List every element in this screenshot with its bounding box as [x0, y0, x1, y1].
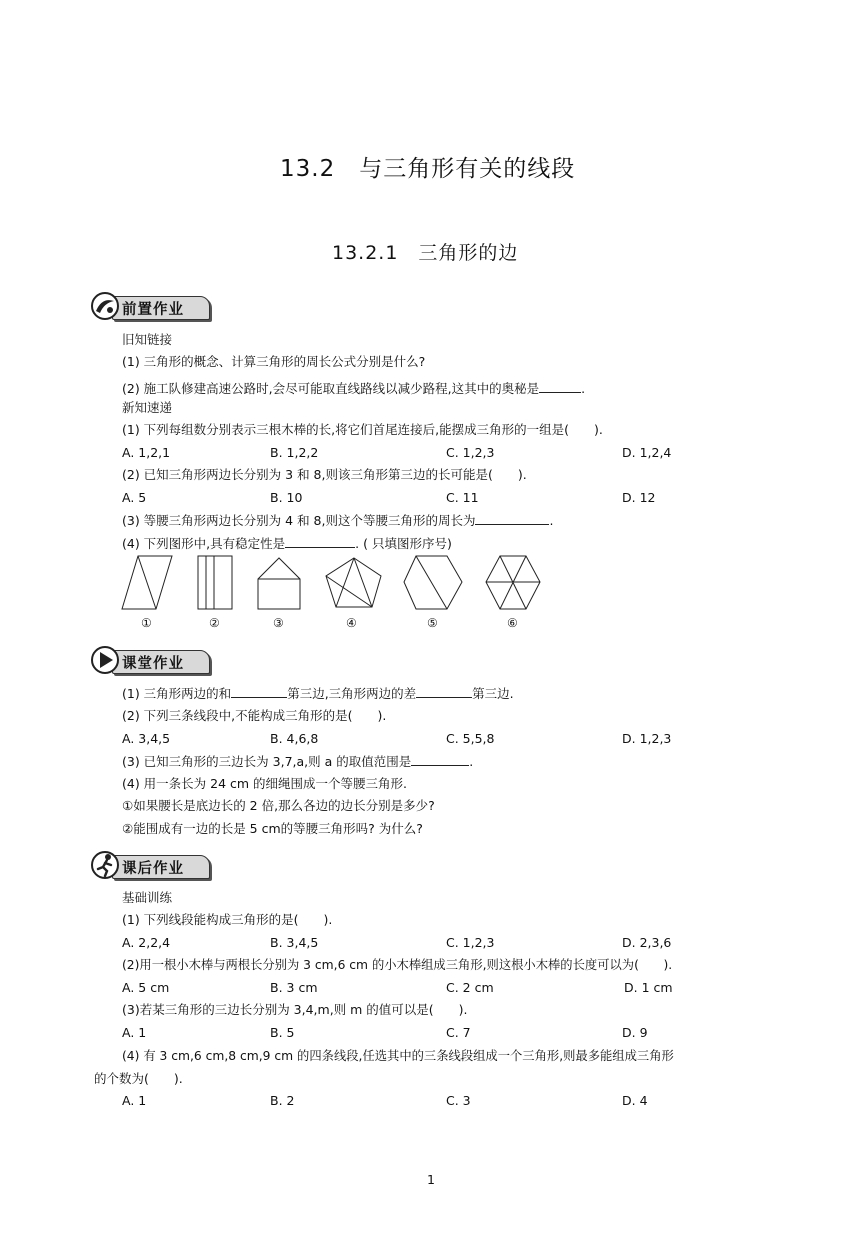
- answer-blank: [475, 512, 549, 525]
- punctuation: .: [469, 754, 474, 769]
- answer-blank: [285, 535, 355, 548]
- question-text: (1) 三角形两边的和: [122, 686, 232, 701]
- question-text: (2) 下列三条线段中,不能构成三角形的是( ).: [122, 708, 387, 723]
- option: C. 7: [446, 1025, 471, 1040]
- figure-2-rectangle: [198, 556, 232, 609]
- option: D. 4: [622, 1093, 648, 1108]
- banner-label: 课堂作业: [122, 656, 184, 672]
- question-text: (4) 下列图形中,具有稳定性是: [122, 536, 286, 551]
- punctuation: .: [549, 513, 554, 528]
- page-title: 13.2 与三角形有关的线段: [280, 156, 576, 182]
- option: B. 5: [270, 1025, 295, 1040]
- option: C. 3: [446, 1093, 471, 1108]
- question-text: (2)用一根小木棒与两根长分别为 3 cm,6 cm 的小木棒组成三角形,则这根小木棒的长度可以为( ).: [122, 958, 673, 972]
- question-text: [122, 685, 514, 702]
- answer-blank: [416, 685, 472, 698]
- option: C. 1,2,3: [446, 445, 495, 460]
- question-text: (4) 用一条长为 24 cm 的细绳围成一个等腰三角形.: [122, 776, 408, 791]
- option: D. 1 cm: [624, 980, 673, 995]
- option: B. 3,4,5: [270, 935, 319, 950]
- option: A. 1,2,1: [122, 445, 171, 460]
- banner-class-homework: [86, 644, 210, 678]
- figure-1-parallelogram: [122, 556, 172, 609]
- option: A. 5: [122, 490, 147, 505]
- banner-post-homework: [86, 849, 210, 883]
- option: B. 1,2,2: [270, 445, 319, 460]
- question-text: [122, 512, 553, 529]
- figure-label: ⑥: [507, 616, 518, 630]
- option: C. 2 cm: [446, 980, 494, 995]
- option: D. 1,2,4: [622, 445, 672, 460]
- question-text: [122, 535, 452, 552]
- question-text: (3)若某三角形的三边长分别为 3,4,m,则 m 的值可以是( ).: [122, 1002, 468, 1017]
- option: C. 5,5,8: [446, 731, 495, 746]
- basic-training-heading: 基础训练: [122, 890, 173, 905]
- figure-label: ①: [141, 616, 152, 630]
- question-text: 第三边.: [472, 686, 514, 701]
- answer-blank: [411, 753, 469, 766]
- section-title: 13.2.1 三角形的边: [332, 242, 519, 264]
- page-number: 1: [427, 1172, 435, 1187]
- option: B. 4,6,8: [270, 731, 319, 746]
- old-link-heading: 旧知链接: [122, 332, 173, 347]
- punctuation: .: [581, 381, 586, 396]
- figure-label: ④: [346, 616, 357, 630]
- option: A. 1: [122, 1025, 147, 1040]
- figure-5-hexagon: [404, 556, 462, 609]
- question-text: (2) 已知三角形两边长分别为 3 和 8,则该三角形第三边的长可能是( ).: [122, 467, 527, 482]
- question-text: ②能围成有一边的长是 5 cm的等腰三角形吗? 为什么?: [122, 821, 423, 836]
- answer-blank: [231, 685, 287, 698]
- option: D. 12: [622, 490, 656, 505]
- option: A. 2,2,4: [122, 935, 171, 950]
- stability-figures: [116, 552, 556, 614]
- option: D. 1,2,3: [622, 731, 672, 746]
- question-text: ①如果腰长是底边长的 2 倍,那么各边的边长分别是多少?: [122, 798, 435, 813]
- pen-swirl-icon: [90, 291, 120, 321]
- new-knowledge-heading: 新知速递: [122, 400, 173, 415]
- answer-blank: [539, 380, 581, 393]
- option: A. 5 cm: [122, 980, 170, 995]
- figure-label: ②: [209, 616, 220, 630]
- punctuation: . ( 只填图形序号): [355, 536, 452, 551]
- question-text: (1) 下列每组数分别表示三根木棒的长,将它们首尾连接后,能摆成三角形的一组是( ).: [122, 422, 603, 437]
- running-person-icon: [90, 850, 120, 880]
- figure-4-pentagon: [326, 558, 381, 607]
- figure-3-house: [258, 558, 300, 609]
- question-text: 第三边,三角形两边的差: [287, 686, 417, 701]
- banner-label: 课后作业: [122, 861, 184, 877]
- option: B. 10: [270, 490, 303, 505]
- question-text: (1) 下列线段能构成三角形的是( ).: [122, 912, 333, 927]
- option: A. 3,4,5: [122, 731, 171, 746]
- question-text: (1) 三角形的概念、计算三角形的周长公式分别是什么?: [122, 354, 426, 369]
- option: D. 9: [622, 1025, 648, 1040]
- question-text: (3) 已知三角形的三边长为 3,7,a,则 a 的取值范围是: [122, 754, 412, 769]
- banner-pre-homework: [86, 290, 210, 324]
- option: D. 2,3,6: [622, 935, 672, 950]
- figure-label: ⑤: [427, 616, 438, 630]
- question-text: (3) 等腰三角形两边长分别为 4 和 8,则这个等腰三角形的周长为: [122, 513, 476, 528]
- question-text: (2) 施工队修建高速公路时,会尽可能取直线路线以减少路程,这其中的奥秘是: [122, 381, 540, 396]
- option: B. 2: [270, 1093, 295, 1108]
- option: A. 1: [122, 1093, 147, 1108]
- question-text: 的个数为( ).: [94, 1071, 183, 1086]
- question-text: (4) 有 3 cm,6 cm,8 cm,9 cm 的四条线段,任选其中的三条线段组成一个三角形,则最多能组成三角形: [122, 1049, 674, 1063]
- option: C. 11: [446, 490, 479, 505]
- banner-label: 前置作业: [122, 302, 184, 318]
- play-icon: [90, 645, 120, 675]
- option: C. 1,2,3: [446, 935, 495, 950]
- question-text: [122, 380, 585, 397]
- figure-6-hexagon-divided: [486, 556, 540, 609]
- option: B. 3 cm: [270, 980, 318, 995]
- figure-label: ③: [273, 616, 284, 630]
- question-text: [122, 753, 473, 770]
